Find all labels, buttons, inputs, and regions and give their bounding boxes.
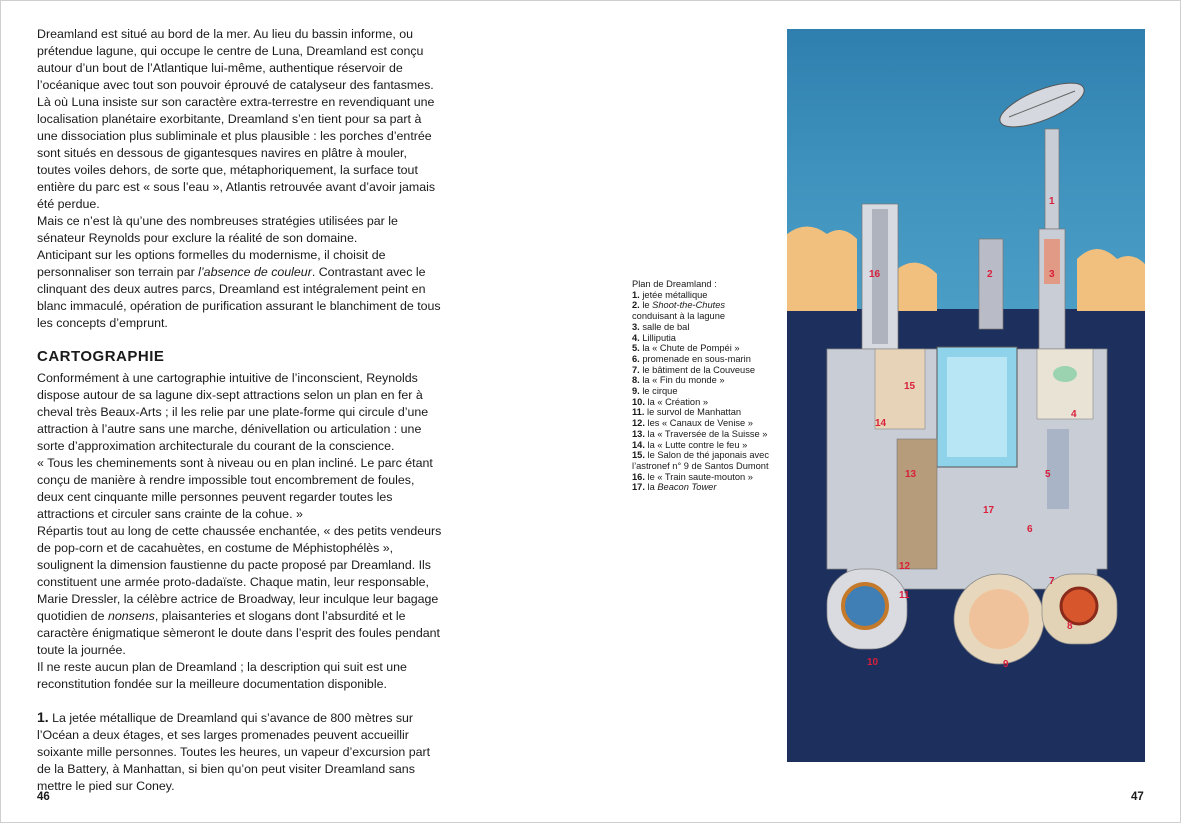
text-run: Répartis tout au long de cette chaussée enchantée, « des petits vendeurs de pop-corn et de cacahuètes, en costume de Méphistophélès », soulignent la dimension faustienne du pacte proposé par Dreamland. Ils constituent une armée proto-dadaïste. Chaque matin, leur responsable, Marie Dressler, la célèbre actrice de Broadway, leur inculque leur bagage quotidien de [37,524,442,623]
section-heading: CARTOGRAPHIE [37,348,165,365]
caption-item: 17. la Beacon Tower [632,482,717,493]
caption-item: 10. la « Création » [632,396,708,407]
sand-shape [1077,249,1145,311]
caption-item: 12. les « Canaux de Venise » [632,418,753,429]
end-of-world-dome [1061,588,1097,624]
plan-number-label: 17 [983,505,995,516]
plan-number-label: 1 [1049,196,1055,207]
paragraph [37,247,442,332]
text-run: La jetée métallique de Dreamland qui s’avance de 800 mètres sur l’Océan a deux étages, et ses larges promenades peuvent accueillir soixante mille personnes. Toutes les heures, un vapeur d’excursion part de la Battery, à Manhattan, si bien qu’on peut visiter Dreamland sans mettre le pied sur Coney. [37,711,431,793]
plan-number-label: 10 [867,657,879,668]
caption-item: l’astronef n° 9 de Santos Dumont [632,460,769,471]
left-page-body [37,26,442,795]
plan-drawing [787,29,1145,762]
paragraph: Là où Luna insiste sur son caractère extra-terrestre en revendiquant une localisation planétaire exorbitante, Dreamland s’en tient pour sa part à une dissociation plus subliminale et plus plausible : les porches d’entrée sont situés en dessous de gigantesques navires en plâtre à mouler, toutes voiles dehors, de sorte que, métaphoriquement, la surface tout entière du parc est « sous l’eau », Atlantis retrouvée avant d’avoir jamais été perdue. [37,95,436,211]
plan-caption [632,279,782,493]
chute-tower-shape [979,239,1003,329]
text-run: , plaisanteries et slogans dont l’absurdité et le caractère énigmatique sèmeront le doute dans l’esprit des foules pendant toute la journée. [37,609,440,657]
caption-item: 7. le bâtiment de la Couveuse [632,364,756,375]
plan-number-label: 12 [899,561,911,572]
caption-item: 13. la « Traversée de la Suisse » [632,428,768,439]
paragraph: Mais ce n’est là qu’une des nombreuses stratégies utilisées par le sénateur Reynolds pour exclure la réalité de son domaine. [37,214,398,245]
plan-number-label: 7 [1049,576,1055,587]
numbered-paragraph [37,709,442,795]
plan-number-label: 14 [875,418,887,429]
pier-shape [1045,129,1059,229]
plan-number-label: 4 [1071,409,1077,420]
caption-item: 11. le survol de Manhattan [632,407,742,418]
item-number: 1. [37,709,49,725]
caption-item: 1. jetée métallique [632,289,708,300]
circus-dome-inner [969,589,1029,649]
plan-number-label: 3 [1049,269,1055,280]
caption-item: 6. promenade en sous-marin [632,353,751,364]
paragraph: Conformément à une cartographie intuitive de l’inconscient, Reynolds dispose autour de sa lagune dix-sept attractions selon un plan en fer à cheval très Beaux-Arts ; il les relie par une plate-forme qui circule d’une attraction à l’autre sans une marche, dénivellation ou articulation : une sorte d’approximation architecturale du courant de la conscience. [37,371,429,453]
paragraph [37,523,442,659]
plan-number-label: 5 [1045,469,1051,480]
text-run: . Contrastant avec le clinquant des deux autres parcs, Dreamland est intégralement peint en blanc immaculé, opération de purification assurant le blanchiment de tous les concepts d’emprunt. [37,265,441,330]
paragraph: Dreamland est situé au bord de la mer. Au lieu du bassin informe, ou prétendue lagune, qui occupe le centre de Luna, Dreamland est conçu autour d’un bout de l’Atlantique lui-même, authentique réservoir de l’océanique avec tout son pouvoir éprouvé de catalyseur des fantasmes. [37,27,434,92]
caption-item: 9. le cirque [632,386,678,397]
plan-number-label: 15 [904,381,916,392]
attraction-block [875,349,925,429]
caption-item: 2. le Shoot-the-Chutes [632,300,726,311]
plan-number-label: 2 [987,269,993,280]
page-number-right: 47 [1131,791,1144,803]
caption-item: 4. Lilliputia [632,332,676,343]
plan-number-label: 6 [1027,524,1033,535]
plan-number-label: 13 [905,469,917,480]
caption-item: 14. la « Lutte contre le feu » [632,439,748,450]
attraction-block [1037,349,1093,419]
italic-run: nonsens [107,609,155,623]
creation-globe [843,584,887,628]
paragraph: « Tous les cheminements sont à niveau ou en plan incliné. Le parc étant conçu de manière à rendre impossible tout encombrement de foules, deux cent cinquante mille personnes peuvent regarder toutes les attractions et circuler sans crainte de la cohue. » [37,456,433,521]
lagoon-inner [947,357,1007,457]
dreamland-plan-illustration [787,29,1145,762]
page-number-left: 46 [37,791,50,803]
caption-item: 16. le « Train saute-mouton » [632,471,753,482]
attraction-block [897,439,937,569]
plan-number-label: 11 [899,590,910,601]
plan-number-label: 8 [1067,621,1073,632]
italic-run: l’absence de couleur [198,265,312,279]
caption-list [632,290,782,493]
plan-number-label: 16 [869,269,881,280]
caption-item: 8. la « Fin du monde » [632,375,725,386]
pond-shape [1053,366,1077,382]
paragraph: Il ne reste aucun plan de Dreamland ; la description qui suit est une reconstitution fondée sur la meilleure documentation disponible. [37,660,407,691]
caption-item: 3. salle de bal [632,321,690,332]
plan-number-label: 9 [1003,659,1009,670]
text-run: Anticipant sur les options formelles du modernisme, il choisit de personnaliser son terrain par [37,248,386,279]
caption-title: Plan de Dreamland : [632,279,717,289]
sand-shape [787,227,857,312]
caption-item: 5. la « Chute de Pompéi » [632,343,740,354]
caption-item: 15. le Salon de thé japonais avec [632,450,769,461]
caption-item: conduisant à la lagune [632,311,726,322]
